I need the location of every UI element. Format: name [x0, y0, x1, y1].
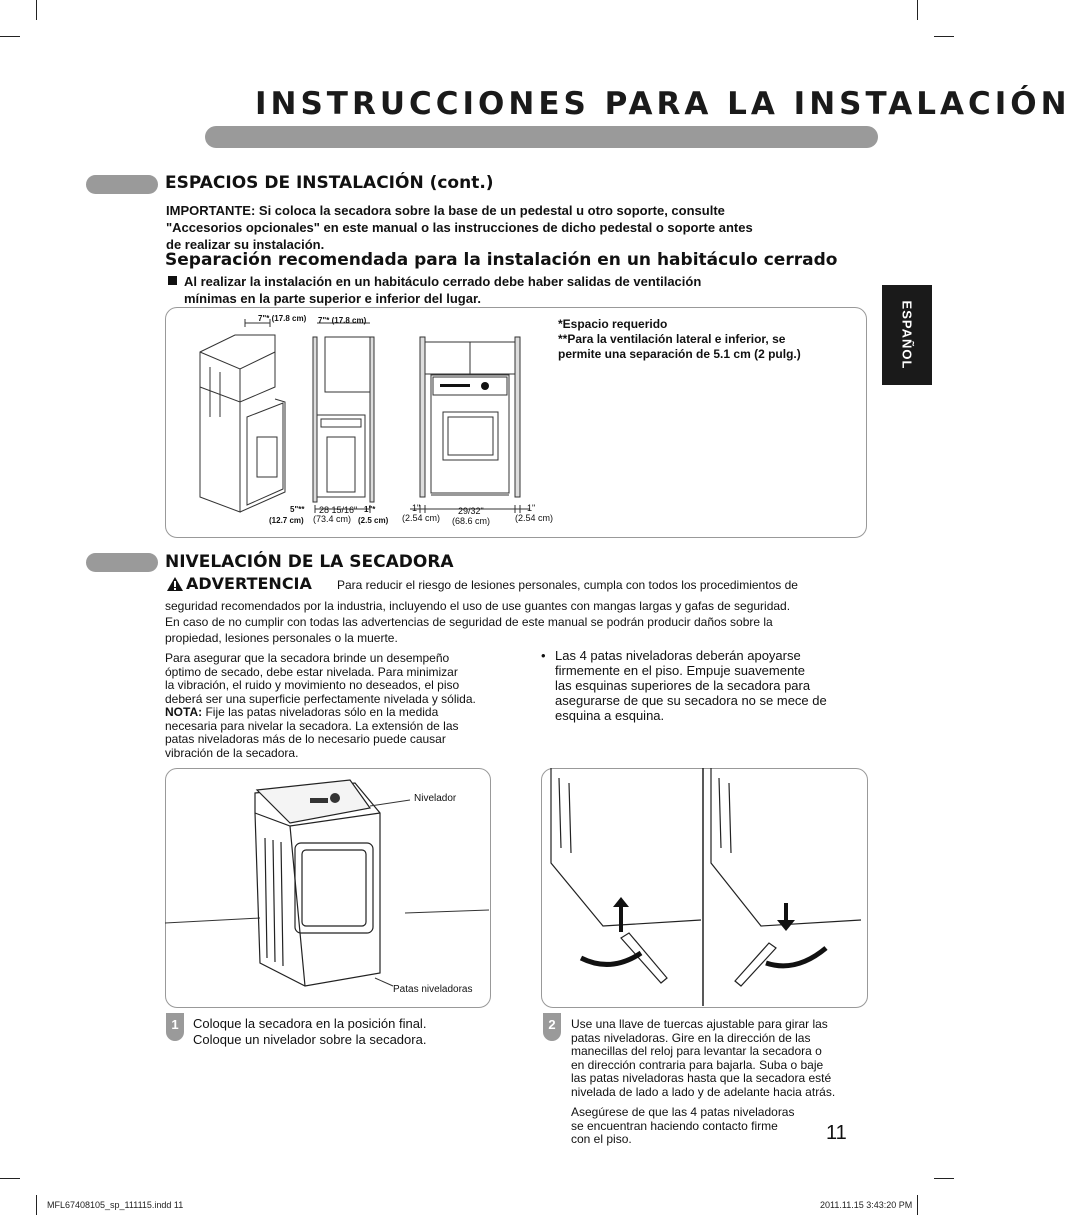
label-leveler: Nivelador	[414, 793, 457, 804]
dim-width-cm: (68.6 cm)	[452, 516, 491, 526]
note-line: permite una separación de 5.1 cm (2 pulg.)	[558, 347, 801, 361]
leveling-intro	[165, 652, 476, 760]
bullet-line: Las 4 patas niveladoras deberán apoyarse	[555, 648, 801, 663]
dim-top-a: 7"* (17.8 cm)	[258, 314, 307, 323]
dim-rear-in: 1"*	[364, 505, 376, 514]
note-line: **Para la ventilación lateral e inferior, se	[558, 332, 786, 346]
wrench-illustration	[541, 768, 866, 1006]
step-line: Asegúrese de que las 4 patas niveladoras	[571, 1105, 795, 1119]
dim-side-left-cm: (2.54 cm)	[402, 513, 441, 523]
nota-line: patas niveladoras más de lo necesario puede causar	[165, 732, 446, 746]
nota-label: NOTA:	[165, 705, 203, 719]
warning-line-1: Para reducir el riesgo de lesiones personales, cumpla con todos los procedimientos de	[337, 578, 798, 592]
section-pill	[86, 553, 158, 572]
language-tab	[882, 285, 932, 385]
footer-file: MFL67408105_sp_111115.indd 11	[47, 1200, 184, 1210]
step-line: con el piso.	[571, 1132, 632, 1146]
dim-top-b: 7"* (17.8 cm)	[318, 316, 367, 325]
warning-label: ADVERTENCIA	[186, 574, 312, 593]
step-line: Coloque un nivelador sobre la secadora.	[193, 1032, 427, 1047]
step-line: manecillas del reloj para levantar la secadora o	[571, 1044, 822, 1058]
intro-line: la vibración, el ruido y movimiento no deseados, el piso	[165, 678, 460, 692]
nota-line: Fije las patas niveladoras sólo en la medida	[205, 705, 439, 719]
step-line: nivelada de lado a lado y de adelante hacia atrás.	[571, 1084, 836, 1099]
warning-icon	[166, 576, 184, 592]
nota-line: vibración de la secadora.	[165, 745, 299, 760]
bullet-line: Al realizar la instalación en un habitáculo cerrado debe haber salidas de ventilación	[184, 274, 702, 289]
section2-heading: NIVELACIÓN DE LA SECADORA	[165, 552, 454, 572]
section1-heading: ESPACIOS DE INSTALACIÓN (cont.)	[165, 173, 494, 193]
step-1-number: 1	[166, 1013, 184, 1041]
bullet-line: las esquinas superiores de la secadora para	[555, 678, 811, 693]
clearance-notes	[558, 317, 801, 362]
step-line: en dirección contraria para bajarla. Suba o baje	[571, 1057, 824, 1072]
bullet-note	[184, 273, 701, 307]
cabinet-upper	[200, 335, 275, 402]
language-tab-label: ESPAÑOL	[899, 300, 915, 370]
step-2-text	[571, 1018, 835, 1147]
step-line: se encuentran haciendo contacto firme	[571, 1118, 778, 1133]
step-line: las patas niveladoras hasta que la secadora esté	[571, 1071, 832, 1085]
intro-line: óptimo de secado, debe estar nivelada. Para minimizar	[165, 664, 458, 679]
step-line: Use una llave de tuercas ajustable para girar las	[571, 1017, 828, 1031]
important-line: IMPORTANTE: Si coloca la secadora sobre la base de un pedestal u otro soporte, consulte	[166, 203, 725, 218]
step-2-number: 2	[543, 1013, 561, 1041]
important-line: "Accesorios opcionales" en este manual o las instrucciones de dicho pedestal o soporte antes	[166, 220, 753, 235]
important-note	[166, 202, 753, 253]
nota-line: necesaria para nivelar la secadora. La extensión de las	[165, 718, 459, 733]
step-1-text	[193, 1016, 426, 1048]
subheading: Separación recomendada para la instalación en un habitáculo cerrado	[165, 250, 838, 270]
bullet-line: asegurarse de que su secadora no se mece de	[555, 693, 827, 708]
warning-line: propiedad, lesiones personales o la muerte.	[165, 631, 398, 645]
dim-side-right-in: 1"	[527, 503, 536, 513]
page-title: INSTRUCCIONES PARA LA INSTALACIÓN	[255, 86, 1071, 122]
bullet-line: esquina a esquina.	[555, 708, 665, 723]
bullet-line: firmemente en el piso. Empuje suavemente	[555, 663, 806, 678]
title-bar	[205, 126, 878, 148]
warning-text	[165, 598, 790, 646]
dim-bottom-5cm: (12.7 cm)	[269, 516, 304, 525]
section-pill	[86, 175, 158, 194]
intro-line: Para asegurar que la secadora brinde un desempeño	[165, 651, 450, 665]
step-line: patas niveladoras. Gire en la dirección de las	[571, 1030, 811, 1045]
intro-line: deberá ser una superficie perfectamente nivelada y sólida.	[165, 691, 476, 706]
label-leveling-legs: Patas niveladoras	[393, 984, 473, 995]
warning-line: seguridad recomendados por la industria, incluyendo el uso de use guantes con mangas largas y gafas de seguridad.	[165, 599, 791, 613]
bullet-dot: •	[541, 648, 546, 663]
warning-line: En caso de no cumplir con todas las advertencias de seguridad de este manual se podrán producir daños sobre la	[165, 615, 773, 629]
step-line: Coloque la secadora en la posición final.	[193, 1016, 427, 1031]
dim-depth-cm: (73.4 cm)	[313, 514, 352, 524]
square-bullet-icon	[168, 276, 177, 285]
dryer-side	[247, 403, 283, 505]
leveling-bullet	[555, 648, 827, 723]
footer-timestamp: 2011.11.15 3:43:20 PM	[820, 1200, 913, 1210]
dim-side-right-cm: (2.54 cm)	[515, 513, 554, 523]
dim-width-in: 29/32"	[458, 506, 484, 516]
dim-bottom-5: 5"**	[290, 505, 305, 514]
note-line: *Espacio requerido	[558, 317, 668, 331]
dim-rear-cm: (2.5 cm)	[358, 516, 389, 525]
dim-depth-in: 28 15/16"	[319, 505, 358, 515]
page-number: 11	[826, 1122, 847, 1144]
dim-side-left-in: 1"	[412, 503, 421, 513]
bullet-line: mínimas en la parte superior e inferior del lugar.	[184, 291, 481, 306]
important-line: de realizar su instalación.	[166, 237, 325, 252]
